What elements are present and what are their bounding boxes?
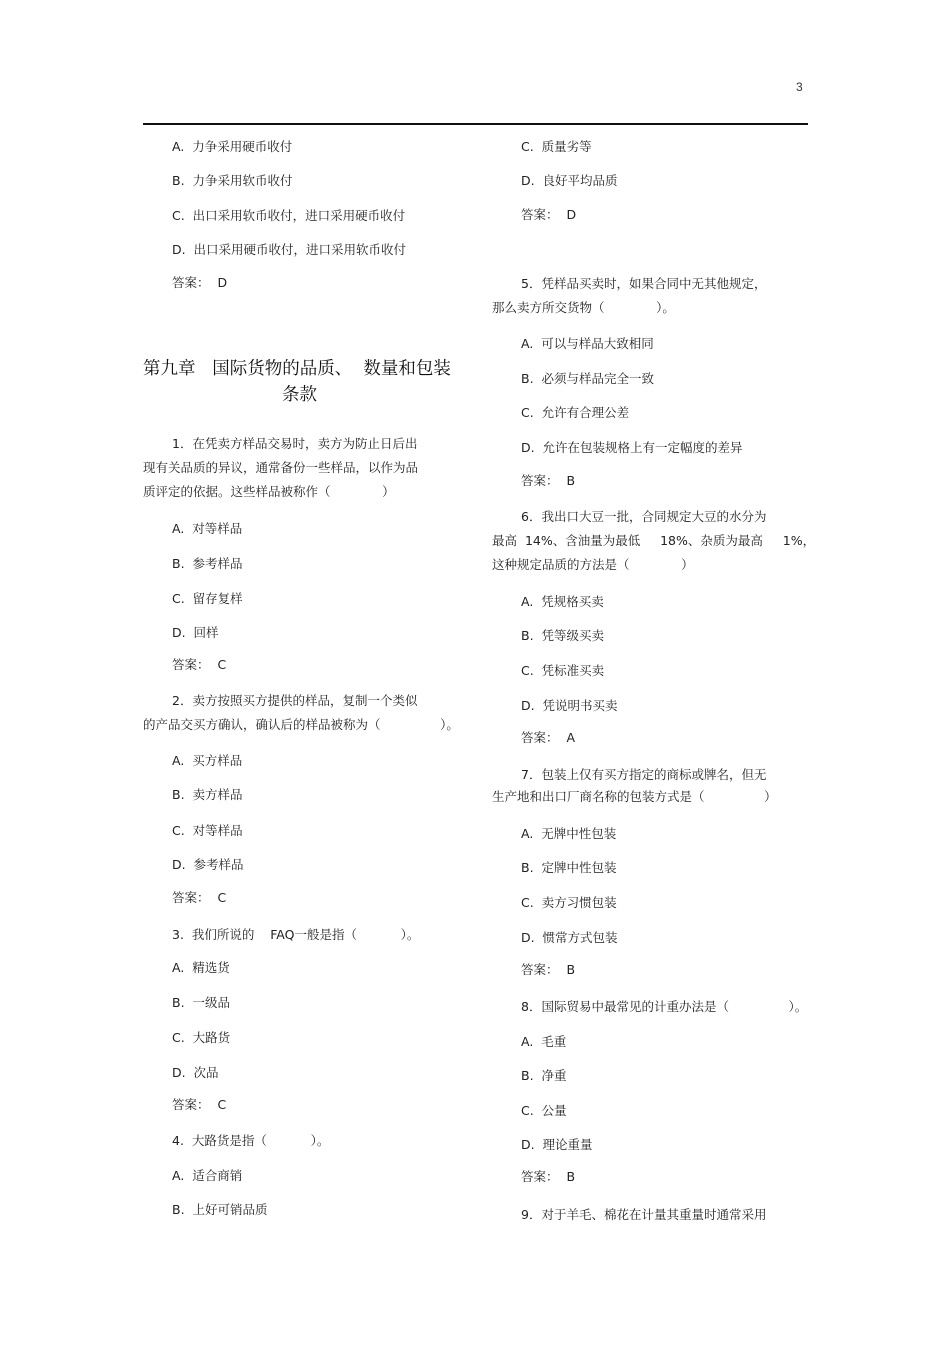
option-line: D. 凭说明书买卖: [521, 698, 618, 713]
option-line: A. 力争采用硬币收付: [172, 139, 293, 154]
question-stem: 这种规定品质的方法是（ ）: [492, 557, 694, 572]
question-stem: 质评定的依据。这些样品被称作（ ）: [143, 484, 395, 499]
option-line: C. 质量劣等: [521, 139, 592, 154]
option-line: C. 卖方习惯包装: [521, 895, 617, 910]
option-line: A. 无牌中性包装: [521, 826, 617, 841]
option-line: A. 可以与样品大致相同: [521, 336, 654, 351]
option-line: D. 参考样品: [172, 857, 244, 872]
question-stem: 7．包装上仅有买方指定的商标或牌名，但无: [521, 767, 767, 782]
option-line: C. 公量: [521, 1103, 567, 1118]
option-line: B. 凭等级买卖: [521, 628, 604, 643]
option-line: B. 定牌中性包装: [521, 860, 617, 875]
option-line: B. 上好可销品质: [172, 1202, 268, 1217]
question-stem: 4. 大路货是指（ ）。: [172, 1133, 330, 1148]
option-line: D. 出口采用硬币收付，进口采用软币收付: [172, 242, 407, 257]
option-line: D. 回样: [172, 625, 219, 640]
option-line: D. 次品: [172, 1065, 219, 1080]
question-stem: 1．在凭卖方样品交易时，卖方为防止日后出: [172, 436, 418, 451]
option-line: A. 凭规格买卖: [521, 594, 604, 609]
question-stem: 3. 我们所说的 FAQ一般是指（ ）。: [172, 927, 420, 942]
option-line: C. 留存复样: [172, 591, 243, 606]
answer-line: 答案： B: [521, 962, 576, 977]
answer-line: 答案： D: [172, 275, 228, 290]
question-stem: 的产品交买方确认，确认后的样品被称为（ ）。: [143, 717, 459, 732]
question-stem: 2．卖方按照买方提供的样品，复制一个类似: [172, 693, 418, 708]
answer-line: 答案： C: [172, 890, 227, 905]
chapter-title: 第九章 国际货物的品质、 数量和包装: [143, 359, 451, 379]
chapter-title-cont: 条款: [282, 385, 317, 405]
question-stem: 最高 14%、含油量为最低 18%、杂质为最高 1%，: [492, 533, 816, 548]
question-stem: 5．凭样品买卖时，如果合同中无其他规定，: [521, 276, 767, 291]
option-line: C. 大路货: [172, 1030, 231, 1045]
option-line: A. 对等样品: [172, 521, 243, 536]
option-line: D. 理论重量: [521, 1137, 593, 1152]
option-line: C. 对等样品: [172, 823, 243, 838]
option-line: B. 净重: [521, 1068, 567, 1083]
option-line: A. 买方样品: [172, 753, 243, 768]
question-stem: 现有关品质的异议，通常备份一些样品，以作为品: [143, 460, 419, 475]
page-number: 3: [796, 80, 803, 94]
question-stem: 6．我出口大豆一批，合同规定大豆的水分为: [521, 509, 767, 524]
answer-line: 答案： D: [521, 207, 577, 222]
option-line: D. 惯常方式包装: [521, 930, 618, 945]
option-line: C. 凭标准买卖: [521, 663, 605, 678]
option-line: C. 出口采用软币收付，进口采用硬币收付: [172, 208, 406, 223]
question-stem: 8．国际贸易中最常见的计重办法是（ ）。: [521, 999, 808, 1014]
question-stem: 生产地和出口厂商名称的包装方式是（ ）: [492, 789, 777, 804]
option-line: B. 卖方样品: [172, 787, 243, 802]
option-line: B. 一级品: [172, 995, 230, 1010]
option-line: A. 适合商销: [172, 1168, 243, 1183]
option-line: D. 良好平均品质: [521, 173, 618, 188]
answer-line: 答案： B: [521, 473, 576, 488]
option-line: A. 精选货: [172, 960, 230, 975]
answer-line: 答案： A: [521, 730, 575, 745]
option-line: B. 力争采用软币收付: [172, 173, 293, 188]
answer-line: 答案： C: [172, 657, 227, 672]
option-line: B. 参考样品: [172, 556, 243, 571]
option-line: A. 毛重: [521, 1034, 567, 1049]
option-line: C. 允许有合理公差: [521, 405, 630, 420]
header-rule: [143, 123, 808, 125]
option-line: D. 允许在包装规格上有一定幅度的差异: [521, 440, 743, 455]
answer-line: 答案： B: [521, 1169, 576, 1184]
answer-line: 答案： C: [172, 1097, 227, 1112]
question-stem: 那么卖方所交货物（ ）。: [492, 300, 675, 315]
option-line: B. 必须与样品完全一致: [521, 371, 654, 386]
question-stem: 9．对于羊毛、棉花在计量其重量时通常采用: [521, 1207, 767, 1222]
